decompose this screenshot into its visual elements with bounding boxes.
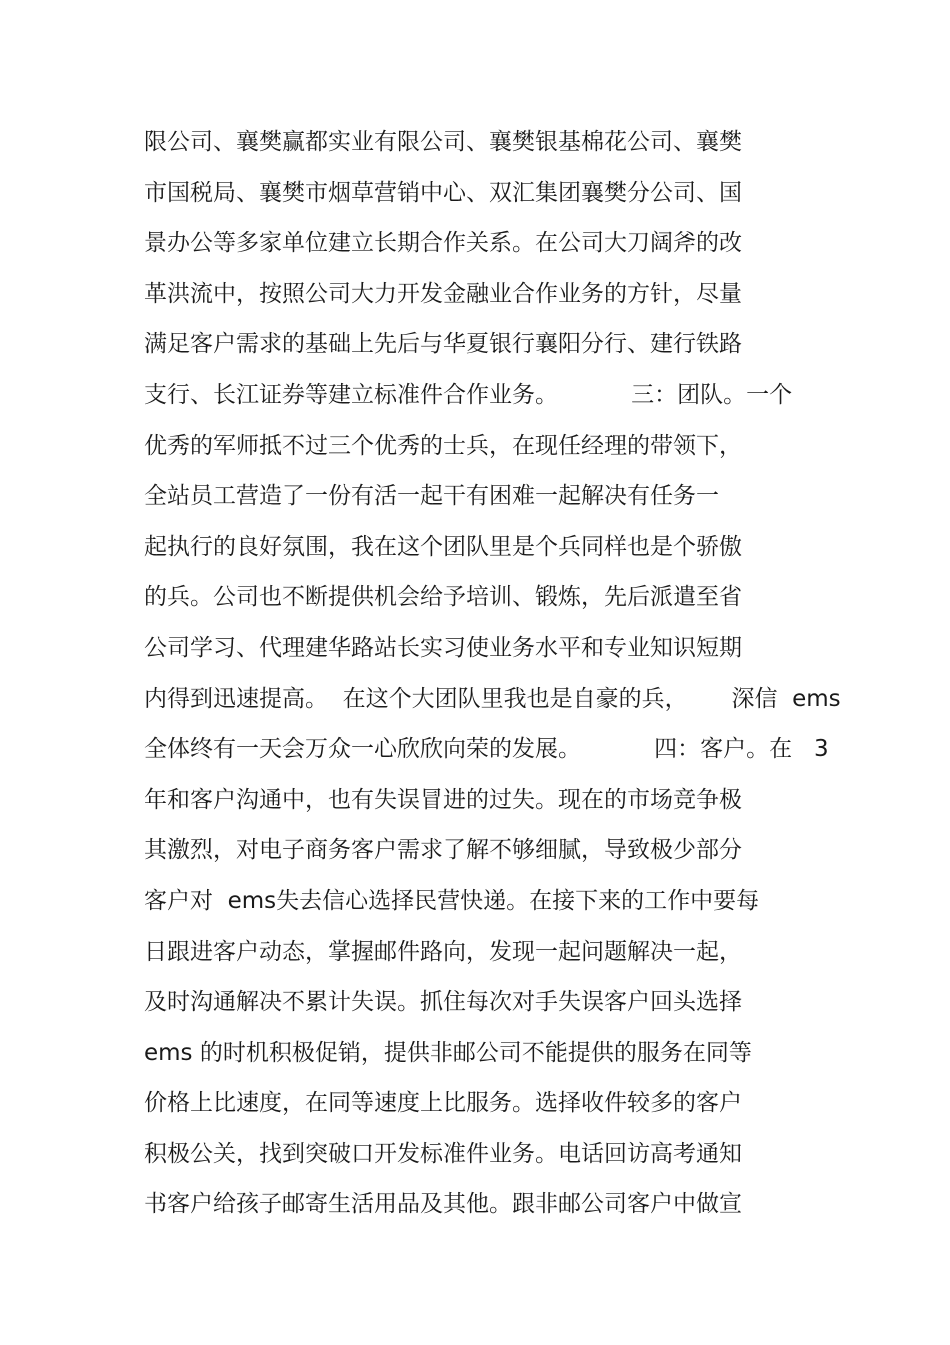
text-line: 限公司、襄樊赢都实业有限公司、襄樊银基棉花公司、襄樊 — [144, 129, 742, 155]
text-line: 书客户给孩子邮寄生活用品及其他。跟非邮公司客户中做宣 — [144, 1191, 742, 1218]
text-line: 积极公关，找到突破口开发标准件业务。电话回访高考通知 — [144, 1140, 742, 1167]
text-line: 支行、长江证券等建立标准件合作业务。 三：团队。一个 — [144, 381, 793, 408]
text-line: 市国税局、襄樊市烟草营销中心、双汇集团襄樊分公司、国 — [144, 179, 742, 206]
text-line: 及时沟通解决不累计失误。抓住每次对手失误客户回头选择 — [144, 989, 742, 1016]
text-line: 内得到迅速提高。 在这个大团队里我也是自豪的兵， 深信 ems — [144, 685, 841, 712]
text-line: 优秀的军师抵不过三个优秀的士兵，在现任经理的带领下， — [144, 432, 742, 459]
text-line: 日跟进客户动态，掌握邮件路向，发现一起问题解决一起， — [144, 938, 742, 965]
text-line: 的兵。公司也不断提供机会给予培训、锻炼，先后派遣至省 — [144, 584, 742, 611]
text-line: 满足客户需求的基础上先后与华夏银行襄阳分行、建行铁路 — [144, 331, 742, 358]
text-line: 年和客户沟通中，也有失误冒进的过失。现在的市场竞争极 — [144, 786, 742, 813]
body-text — [144, 124, 844, 1237]
text-line: ems 的时机积极促销，提供非邮公司不能提供的服务在同等 — [144, 1039, 752, 1066]
text-line: 客户对 ems失去信心选择民营快递。在接下来的工作中要每 — [144, 887, 760, 914]
text-line: 全体终有一天会万众一心欣欣向荣的发展。 四：客户。在 3 — [144, 736, 829, 763]
text-line: 起执行的良好氛围，我在这个团队里是个兵同样也是个骄傲 — [144, 533, 742, 560]
text-line: 景办公等多家单位建立长期合作关系。在公司大刀阔斧的改 — [144, 230, 742, 257]
text-line: 其激烈，对电子商务客户需求了解不够细腻，导致极少部分 — [144, 837, 742, 864]
text-line: 全站员工营造了一份有活一起干有困难一起解决有任务一 — [144, 483, 719, 510]
text-line: 价格上比速度，在同等速度上比服务。选择收件较多的客户 — [144, 1090, 742, 1117]
text-line: 革洪流中，按照公司大力开发金融业合作业务的方针，尽量 — [144, 280, 742, 307]
text-line: 公司学习、代理建华路站长实习使业务水平和专业知识短期 — [144, 634, 742, 661]
